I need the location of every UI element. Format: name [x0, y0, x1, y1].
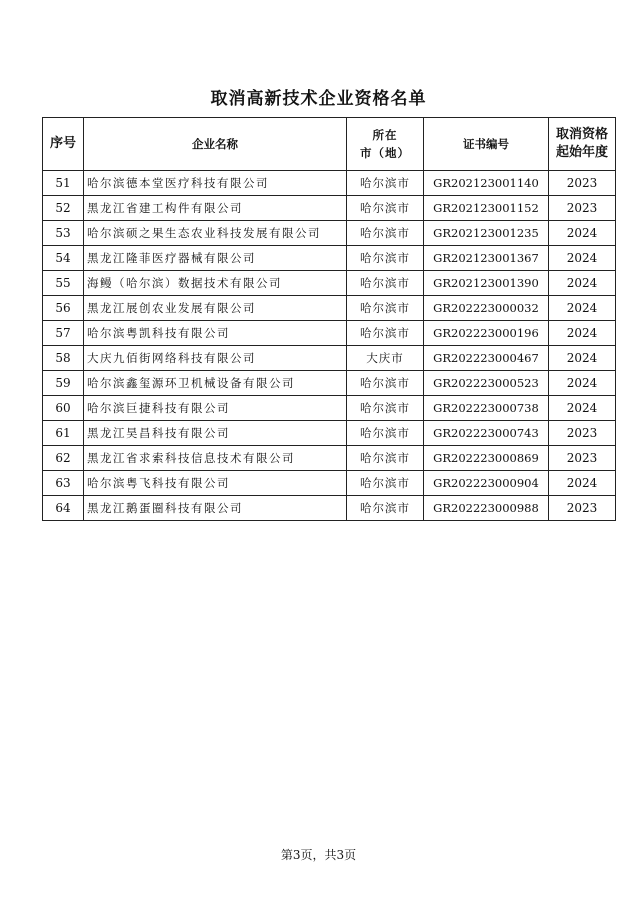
- revocation-year: 2024: [549, 396, 616, 421]
- revocation-year: 2024: [549, 321, 616, 346]
- city: 大庆市: [347, 346, 424, 371]
- revocation-year: 2024: [549, 371, 616, 396]
- company-name: 大庆九佰街网络科技有限公司: [84, 346, 347, 371]
- revocation-table: [42, 117, 616, 521]
- company-name: 哈尔滨硕之果生态农业科技发展有限公司: [84, 221, 347, 246]
- revocation-year: 2023: [549, 446, 616, 471]
- revocation-year: 2024: [549, 346, 616, 371]
- city: 哈尔滨市: [347, 271, 424, 296]
- table-row: [43, 271, 616, 296]
- table-row: [43, 496, 616, 521]
- row-num: 55: [43, 271, 84, 296]
- row-num: 64: [43, 496, 84, 521]
- certificate-number: GR202123001235: [424, 221, 549, 246]
- certificate-number: GR202123001140: [424, 171, 549, 196]
- city: 哈尔滨市: [347, 246, 424, 271]
- row-num: 57: [43, 321, 84, 346]
- table-row: [43, 321, 616, 346]
- revocation-year: 2023: [549, 196, 616, 221]
- row-num: 56: [43, 296, 84, 321]
- certificate-number: GR202123001367: [424, 246, 549, 271]
- company-name: 黑龙江省建工构件有限公司: [84, 196, 347, 221]
- row-num: 61: [43, 421, 84, 446]
- row-num: 53: [43, 221, 84, 246]
- city: 哈尔滨市: [347, 396, 424, 421]
- header-year-line1: 取消资格: [555, 127, 608, 142]
- row-num: 51: [43, 171, 84, 196]
- company-name: 哈尔滨鑫玺源环卫机械设备有限公司: [84, 371, 347, 396]
- certificate-number: GR202223000743: [424, 421, 549, 446]
- company-name: 黑龙江省求索科技信息技术有限公司: [84, 446, 347, 471]
- city: 哈尔滨市: [347, 471, 424, 496]
- certificate-number: GR202223000196: [424, 321, 549, 346]
- certificate-number: GR202123001390: [424, 271, 549, 296]
- row-num: 63: [43, 471, 84, 496]
- company-name: 海鳗（哈尔滨）数据技术有限公司: [84, 271, 347, 296]
- page-footer: 第3页，共3页: [280, 848, 357, 862]
- header-name: 企业名称: [84, 118, 347, 171]
- company-name: 哈尔滨德本堂医疗科技有限公司: [84, 171, 347, 196]
- table-body: [43, 171, 616, 521]
- certificate-number: GR202223000869: [424, 446, 549, 471]
- revocation-year: 2024: [549, 296, 616, 321]
- company-name: 哈尔滨粤凯科技有限公司: [84, 321, 347, 346]
- revocation-year: 2024: [549, 271, 616, 296]
- header-city-line1: 所在: [372, 128, 398, 142]
- certificate-number: GR202223000904: [424, 471, 549, 496]
- row-num: 62: [43, 446, 84, 471]
- row-num: 58: [43, 346, 84, 371]
- revocation-year: 2024: [549, 246, 616, 271]
- row-num: 60: [43, 396, 84, 421]
- city: 哈尔滨市: [347, 371, 424, 396]
- table-row: [43, 346, 616, 371]
- company-name: 黑龙江展创农业发展有限公司: [84, 296, 347, 321]
- header-year-line2: 起始年度: [555, 145, 608, 160]
- company-name: 哈尔滨巨捷科技有限公司: [84, 396, 347, 421]
- table-row: [43, 171, 616, 196]
- table-row: [43, 246, 616, 271]
- table-row: [43, 446, 616, 471]
- company-name: 黑龙江昊昌科技有限公司: [84, 421, 347, 446]
- certificate-number: GR202223000467: [424, 346, 549, 371]
- company-name: 哈尔滨粤飞科技有限公司: [84, 471, 347, 496]
- header-num: 序号: [43, 118, 84, 171]
- revocation-year: 2023: [549, 171, 616, 196]
- company-name: 黑龙江鹅蛋圈科技有限公司: [84, 496, 347, 521]
- revocation-year: 2023: [549, 421, 616, 446]
- table-row: [43, 421, 616, 446]
- header-cert: 证书编号: [424, 118, 549, 171]
- certificate-number: GR202223000988: [424, 496, 549, 521]
- table-row: [43, 396, 616, 421]
- table-row: [43, 371, 616, 396]
- revocation-year: 2024: [549, 221, 616, 246]
- table-header: [43, 118, 616, 171]
- row-num: 52: [43, 196, 84, 221]
- page-title: 取消高新技术企业资格名单: [210, 89, 427, 109]
- row-num: 54: [43, 246, 84, 271]
- city: 哈尔滨市: [347, 496, 424, 521]
- city: 哈尔滨市: [347, 171, 424, 196]
- revocation-year: 2023: [549, 496, 616, 521]
- table-row: [43, 471, 616, 496]
- city: 哈尔滨市: [347, 421, 424, 446]
- city: 哈尔滨市: [347, 446, 424, 471]
- certificate-number: GR202223000738: [424, 396, 549, 421]
- header-city: [347, 118, 424, 171]
- header-year: [549, 118, 616, 171]
- certificate-number: GR202223000523: [424, 371, 549, 396]
- row-num: 59: [43, 371, 84, 396]
- table-row: [43, 221, 616, 246]
- company-name: 黑龙江隆菲医疗器械有限公司: [84, 246, 347, 271]
- table-row: [43, 196, 616, 221]
- city: 哈尔滨市: [347, 196, 424, 221]
- header-city-line2: 市（地）: [360, 146, 410, 160]
- city: 哈尔滨市: [347, 221, 424, 246]
- certificate-number: GR202123001152: [424, 196, 549, 221]
- header-row: [43, 118, 616, 171]
- city: 哈尔滨市: [347, 296, 424, 321]
- table-row: [43, 296, 616, 321]
- revocation-year: 2024: [549, 471, 616, 496]
- certificate-number: GR202223000032: [424, 296, 549, 321]
- city: 哈尔滨市: [347, 321, 424, 346]
